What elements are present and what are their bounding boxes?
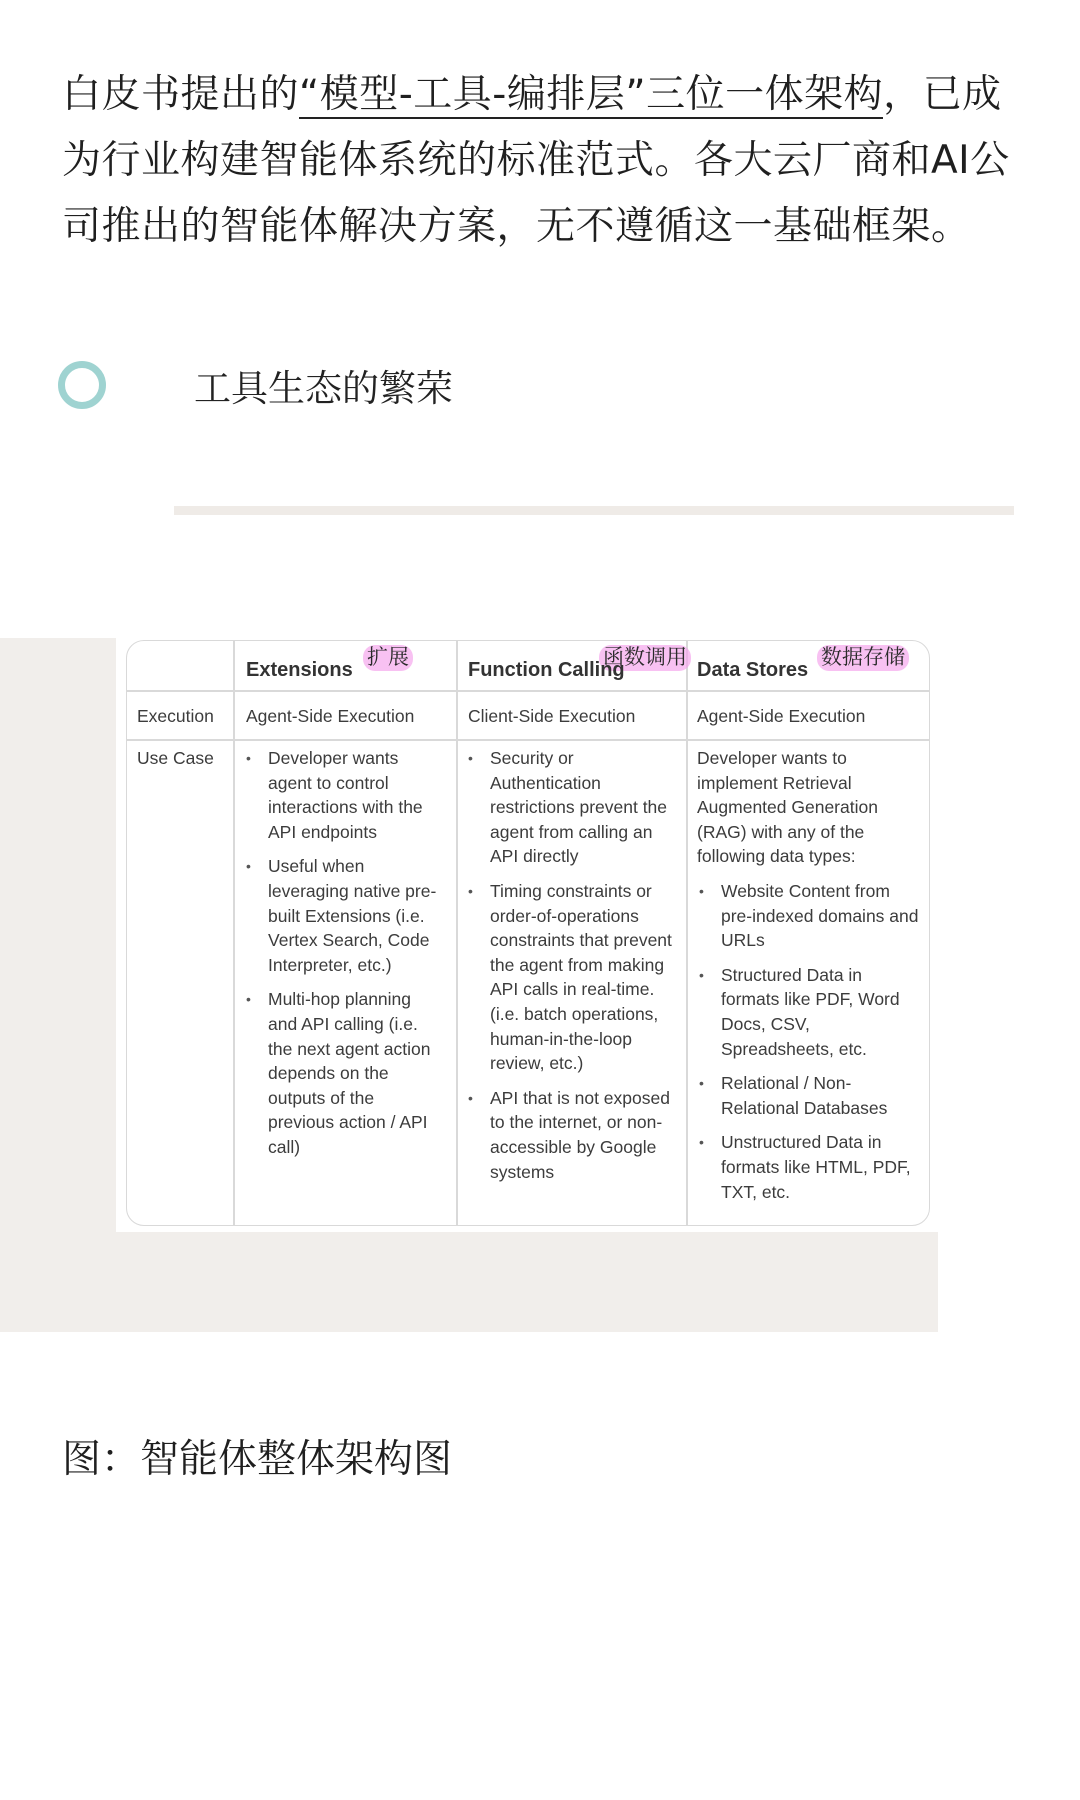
table-column-divider [233, 641, 235, 1225]
section-title: 工具生态的繁荣 [194, 367, 453, 410]
annotation-data-stores: 数据存储 [817, 645, 909, 671]
row-label-use-case: Use Case [137, 748, 214, 768]
figure-image [116, 634, 938, 1232]
intro-text-before: 白皮书提出的 [62, 72, 300, 117]
use-case-extensions [244, 746, 444, 1170]
list-item: • Unstructured Data in formats like HTML, PDF, TXT, etc. [697, 1130, 921, 1204]
list-item: • Useful when leveraging native pre-built Extensions (i.e. Vertex Search, Code Interpreter, etc.) [244, 854, 444, 977]
header-function-calling: Function Calling [468, 659, 625, 681]
intro-paragraph [62, 62, 1022, 260]
list-item: • Website Content from pre-indexed domains and URLs [697, 879, 921, 953]
table-row-divider [127, 739, 929, 741]
annotation-function-calling: 函数调用 [599, 645, 691, 671]
divider [174, 506, 1014, 515]
list-item: • API that is not exposed to the internet, or non-accessible by Google systems [466, 1086, 680, 1184]
header-data-stores: Data Stores [697, 659, 809, 681]
execution-data-stores: Agent-Side Execution [697, 706, 866, 726]
execution-function-calling: Client-Side Execution [468, 706, 636, 726]
table-column-divider [456, 641, 458, 1225]
list-item: • Developer wants agent to control interactions with the API endpoints [244, 746, 444, 844]
table-row-divider [127, 690, 929, 692]
list-item: • Security or Authentication restrictions prevent the agent from calling an API directly [466, 746, 680, 869]
list-item: • Structured Data in formats like PDF, Word Docs, CSV, Spreadsheets, etc. [697, 963, 921, 1061]
list-item: • Relational / Non-Relational Databases [697, 1071, 921, 1120]
circle-bullet-icon [58, 361, 106, 409]
execution-extensions: Agent-Side Execution [246, 706, 415, 726]
use-case-data-stores [697, 746, 921, 1214]
section-header [58, 360, 453, 410]
table-column-divider [686, 641, 688, 1225]
intro-text-after: ，已成为行业构建智能体系统的标准范式。各大云厂商和AI公司推出的智能体解决方案，无不遵循这一基础框架。 [62, 72, 1010, 249]
row-label-execution: Execution [137, 706, 214, 726]
comparison-table [126, 640, 930, 1226]
list-item: • Multi-hop planning and API calling (i.e. the next agent action depends on the outputs of the previous action / API call) [244, 987, 444, 1159]
annotation-extensions: 扩展 [363, 645, 413, 671]
list-item: • Timing constraints or order-of-operations constraints that prevent the agent from making API calls in real-time. (i.e. batch operations, human-in-the-loop review, etc.) [466, 879, 680, 1076]
data-stores-intro: Developer wants to implement Retrieval Augmented Generation (RAG) with any of the following data types: [697, 748, 878, 867]
figure-caption: 图：智能体整体架构图 [62, 1437, 453, 1482]
header-extensions: Extensions [246, 659, 353, 681]
intro-underlined-phrase: “模型-工具-编排层”三位一体架构 [299, 72, 884, 117]
use-case-function-calling [466, 746, 680, 1194]
